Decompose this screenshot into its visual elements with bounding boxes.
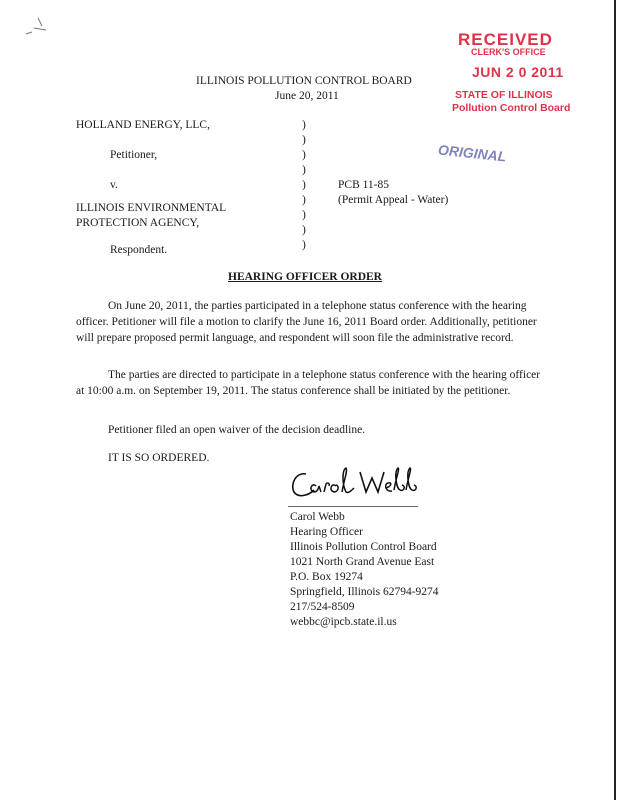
original-stamp: ORIGINAL <box>437 141 508 165</box>
stamp-board: Pollution Control Board <box>452 102 571 114</box>
caption-paren: ) <box>302 164 306 176</box>
scan-mark <box>22 14 58 36</box>
signer-name: Carol Webb <box>290 511 345 523</box>
petitioner-name: HOLLAND ENERGY, LLC, <box>76 119 210 131</box>
caption-paren: ) <box>302 224 306 236</box>
order-paragraph-1: On June 20, 2011, the parties participated in a telephone status conference with the hearing officer. Petitioner will file a motion to clarify the June 16, 2011 Board order. Additionally, petitioner will prepare proposed permit language, and respondent will soon file the administrative record. <box>76 300 537 344</box>
email-address: webbc@ipcb.state.il.us <box>290 616 397 628</box>
case-number: PCB 11-85 <box>338 179 390 191</box>
signature-line <box>288 506 418 507</box>
caption-paren: ) <box>302 239 306 251</box>
stamp-date: JUN 2 0 2011 <box>472 64 564 80</box>
address-city: Springfield, Illinois 62794-9274 <box>290 586 439 598</box>
stamp-received: RECEIVED <box>458 30 553 49</box>
address-line-2: P.O. Box 19274 <box>290 571 363 583</box>
stamp-state: STATE OF ILLINOIS <box>455 89 553 101</box>
caption-paren: ) <box>302 149 306 161</box>
phone-number: 217/524-8509 <box>290 601 355 613</box>
stamp-office: CLERK'S OFFICE <box>471 47 546 57</box>
caption-paren: ) <box>302 119 306 131</box>
petitioner-label: Petitioner, <box>110 149 158 161</box>
respondent-name-line1: ILLINOIS ENVIRONMENTAL <box>76 202 227 214</box>
order-closing: IT IS SO ORDERED. <box>108 452 210 464</box>
handwritten-signature <box>288 462 424 506</box>
caption-paren: ) <box>302 209 306 221</box>
caption-paren: ) <box>302 194 306 206</box>
order-paragraph-3: Petitioner filed an open waiver of the decision deadline. <box>108 424 366 436</box>
order-title: HEARING OFFICER ORDER <box>228 271 382 283</box>
caption-paren: ) <box>302 179 306 191</box>
respondent-name-line2: PROTECTION AGENCY, <box>76 217 200 229</box>
case-type: (Permit Appeal - Water) <box>338 194 449 206</box>
page-edge-border <box>614 0 616 800</box>
signer-organization: Illinois Pollution Control Board <box>290 541 437 553</box>
address-line-1: 1021 North Grand Avenue East <box>290 556 435 568</box>
signer-title: Hearing Officer <box>290 526 363 538</box>
versus-label: v. <box>110 179 118 191</box>
respondent-label: Respondent. <box>110 244 168 256</box>
board-name-heading: ILLINOIS POLLUTION CONTROL BOARD <box>196 75 412 87</box>
header-date: June 20, 2011 <box>275 90 339 102</box>
order-paragraph-2: The parties are directed to participate in a telephone status conference with the hearing officer at 10:00 a.m. on September 19, 2011. The status conference shall be initiated by the petitioner. <box>76 369 541 397</box>
caption-paren: ) <box>302 134 306 146</box>
